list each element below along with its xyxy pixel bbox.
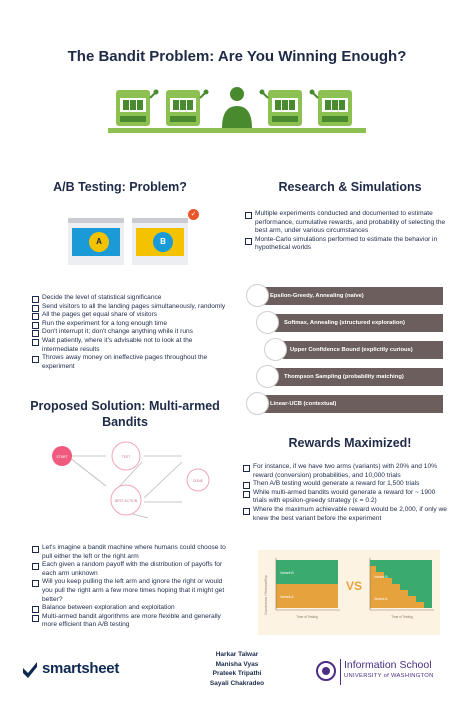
ab-testing-list [32, 294, 227, 371]
variant-b-label: B [153, 232, 173, 252]
poster-title: The Bandit Problem: Are You Winning Enough? [67, 48, 407, 65]
algorithm-bullet [256, 311, 279, 334]
algorithm-bullet [256, 365, 279, 388]
author-name: Prateek Tripathi [212, 670, 262, 677]
ab-variant-a-label: Variant A [280, 595, 294, 599]
variant-b-page [132, 218, 188, 265]
list-item: Don't interrupt it; don't change anything while it runs [32, 328, 227, 337]
algorithm-bullet [264, 338, 287, 361]
list-item: While multi-armed bandits would generate a reward for ~ 1900 trials with epsilon-greedy strategy (ε = 0.2) [243, 489, 448, 506]
test-label: TEST [121, 455, 131, 459]
bandit-variant-b-label: Variant B [374, 575, 388, 579]
variant-a-page [68, 218, 124, 265]
algorithm-bar: Linear-UCB (contextual) [258, 395, 443, 413]
smartsheet-check-icon [22, 661, 38, 679]
slot-machine-icon [166, 90, 209, 127]
list-item: Multiple experiments conducted and documented to estimate performance, cumulative rewards, and probability of selecting the best arm, under various circumstances [245, 210, 450, 236]
bandit-flow-diagram [48, 440, 228, 530]
done-label: DONE [193, 479, 203, 483]
information-school-logo [316, 659, 466, 685]
list-item: Then A/B testing would generate a reward for 1,500 trials [243, 480, 448, 489]
list-item: Send visitors to all the landing pages simultaneously, randomly [32, 303, 227, 312]
smartsheet-logo [22, 660, 172, 680]
author-name: Harkar Talwar [215, 651, 259, 658]
list-item: Will you keep pulling the left arm and ignore the right or would you pull the right arm a few more times hoping that it might get better? [32, 578, 232, 604]
rewards-heading: Rewards Maximized! [288, 436, 412, 450]
person-icon [222, 87, 252, 128]
ab-testing-heading: A/B Testing: Problem? [53, 180, 187, 194]
algorithm-bar: Thompson Sampling (probability matching) [268, 368, 443, 386]
slot-machine-icon [260, 90, 303, 127]
algorithm-bar: Epsilon-Greedy, Annealing (naïve) [258, 287, 443, 305]
list-item: Balance between exploration and exploitation [32, 604, 232, 613]
chart-xlabel: Time of Testing [391, 615, 413, 619]
research-heading: Research & Simulations [278, 180, 422, 194]
list-item: Wait patiently, where it's advisable not to look at the intermediate results [32, 337, 227, 354]
research-list [245, 210, 450, 253]
slot-machine-icon [310, 90, 353, 127]
list-item: Let's imagine a bandit machine where humans could choose to pull either the left or the right arm [32, 544, 232, 561]
ab-variant-b-label: Variant B [280, 571, 294, 575]
slot-machine-icon [116, 90, 159, 127]
algorithm-bullet [246, 392, 269, 415]
proposed-list [32, 544, 232, 630]
list-item: Where the maximum achievable reward would be 2,000, if only we knew the best variant before the experiment [243, 506, 448, 523]
list-item: For instance, if we have two arms (variants) with 20% and 10% reward (conversion) probabilities, and 10,000 trials [243, 463, 448, 480]
list-item: Monte-Carlo simulations performed to estimate the behavior in hypothetical worlds [245, 236, 450, 253]
list-item: Throws away money on ineffective pages throughout the experiment [32, 354, 227, 371]
author-name: Manisha Vyas [215, 660, 259, 668]
bandit-variant-a-label: Variant A [374, 597, 388, 601]
list-item: All the pages get equal share of visitors [32, 311, 227, 320]
info-school-name: Information School [344, 659, 432, 671]
list-item: Run the experiment for a long enough time [32, 320, 227, 329]
uw-name: UNIVERSITY of WASHINGTON [344, 673, 434, 679]
author-name: Sayali Chakradeo [209, 679, 265, 687]
algorithm-bar: Softmax, Annealing (structured exploration) [268, 314, 443, 332]
list-item: Multi-armed bandit algorithms are more flexible and generally more efficient than A/B testing [32, 613, 232, 630]
algorithm-bullet [246, 284, 269, 307]
start-label: START [56, 455, 68, 459]
vs-label: VS [345, 579, 363, 593]
list-item: Each given a random payoff with the distribution of payoffs for each arm unknown [32, 561, 232, 578]
uw-seal-icon [316, 661, 336, 681]
best-action-label: BEST ACTION [114, 499, 138, 503]
authors-block [177, 650, 297, 688]
smartsheet-wordmark: smartsheet [42, 660, 120, 677]
list-item: Decide the level of statistical significance [32, 294, 227, 303]
variant-a-label: A [89, 232, 109, 252]
comparison-chart-panel [258, 550, 440, 635]
algorithm-bar: Upper Confidence Bound (explicitly curious) [276, 341, 443, 359]
proposed-heading: Proposed Solution: Multi-armed Bandits [30, 399, 220, 429]
rewards-list [243, 463, 448, 523]
bandit-machines-illustration [108, 84, 366, 140]
winner-check-icon: ✓ [188, 209, 199, 220]
chart-ylabel: Conversions / Revenue/Exp [264, 575, 268, 615]
chart-xlabel: Time of Testing [296, 615, 318, 619]
ab-vs-bandit-chart [258, 550, 440, 635]
